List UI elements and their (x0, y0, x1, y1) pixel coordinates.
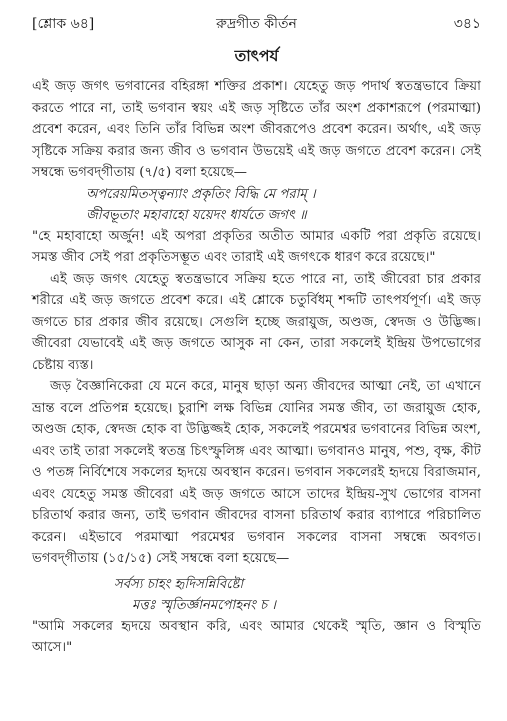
quote-paragraph: "হে মহাবাহো অর্জুন! এই অপরা প্রকৃতির অতীত আমার একটি পরা প্রকৃতি রয়েছে। সমস্ত জীব সেই পরা প্রকৃতিসম্ভূত এবং তারাই এই জগৎকে ধারণ করে রয়েছে।" (32, 228, 481, 265)
verse-line: অপরেয়মিতস্ত্বন্যাং প্রকৃতিং বিদ্ধি মে পরাম্‌ । (86, 186, 316, 202)
quote-paragraph: "আমি সকলের হৃদয়ে অবস্থান করি, এবং আমার থেকেই স্মৃতি, জ্ঞান ও বিস্মৃতি আসে।" (32, 618, 481, 655)
paragraph: এই জড় জগৎ যেহেতু স্বতন্ত্রভাবে সক্রিয় হতে পারে না, তাই জীবেরা চার প্রকার শরীরে এই জড় জগতে প্রবেশ করে। এই শ্লোকে চতুর্বিধম্‌ শব্দটি তাৎপর্যপূর্ণ। এই জড় জগতে চার প্রকার জীব রয়েছে। সেগুলি হচ্ছে জরায়ুজ, অণ্ডজ, স্বেদজ ও উদ্ভিজ্জ। জীবেরা যেভাবেই এই জড় জগতে আসুক না কেন, তারা সকলেই ইন্দ্রিয় উপভোগের চেষ্টায় ব্যস্ত। (32, 271, 481, 373)
paragraph: এই জড় জগৎ ভগবানের বহিরঙ্গা শক্তির প্রকাশ। যেহেতু জড় পদার্থ স্বতন্ত্রভাবে ক্রিয়া করতে পারে না, তাই ভগবান স্বয়ং এই জড় সৃষ্টিতে তাঁর অংশ প্রকাশরূপে (পরমাত্মা) প্রবেশ করেন, এবং তিনি তাঁর বিভিন্ন অংশ জীবরূপেও প্রবেশ করেন। অর্থাৎ, এই জড় সৃষ্টিকে সক্রিয় করার জন্য জীব ও ভগবান উভয়েই এই জড় জগতে প্রবেশ করেন। সেই সম্বন্ধে ভগবদ্‌গীতায় (৭/৫) বলা হয়েছে— (32, 79, 481, 180)
header-chapter-title: রুদ্রগীত কীর্তন (216, 16, 297, 32)
section-title: তাৎপর্য (234, 46, 279, 65)
page-header (32, 12, 481, 38)
verse-line: সর্বস্য চাহং হৃদিসন্নিবিষ্টো (114, 576, 244, 592)
header-verse-ref: [শ্লোক ৬৪] (32, 16, 95, 32)
verse-line: জীবভূতাং মহাবাহো যয়েদং ধার্যতে জগৎ ॥ (86, 207, 307, 223)
paragraph: জড় বৈজ্ঞানিকেরা যে মনে করে, মানুষ ছাড়া অন্য জীবদের আত্মা নেই, তা এখানে ভ্রান্ত বলে প্রতিপন্ন হয়েছে। চুরাশি লক্ষ বিভিন্ন যোনির সমস্ত জীব, তা জরায়ুজ হোক, অণ্ডজ হোক, স্বেদজ হোক বা উদ্ভিজ্জই হোক, সকলেই পরমেশ্বর ভগবানের বিভিন্ন অংশ, এবং তাই তারা সকলেই স্বতন্ত্র চিৎস্ফুলিঙ্গ এবং আত্মা। ভগবানও মানুষ, পশু, বৃক্ষ, কীট ও পতঙ্গ নির্বিশেষে সকলের হৃদয়ে অবস্থান করেন। ভগবান সকলেরই হৃদয়ে বিরাজমান, এবং যেহেতু সমস্ত জীবেরা এই জড় জগতে আসে তাদের ইন্দ্রিয়-সুখ ভোগের বাসনা চরিতার্থ করার জন্য, তাই ভগবান জীবদের বাসনা চরিতার্থ করার ব্যাপারে পরিচালিত করেন। এইভাবে পরমাত্মা পরমেশ্বর ভগবান সকলের বাসনা সম্বন্ধে অবগত। ভগবদ্‌গীতায় (১৫/১৫) সেই সম্বন্ধে বলা হয়েছে— (32, 379, 482, 566)
page-number: ৩৪১ (453, 16, 481, 32)
verse-line: মত্তঃ স্মৃতির্জ্ঞানমপোহনং চ । (132, 597, 277, 613)
